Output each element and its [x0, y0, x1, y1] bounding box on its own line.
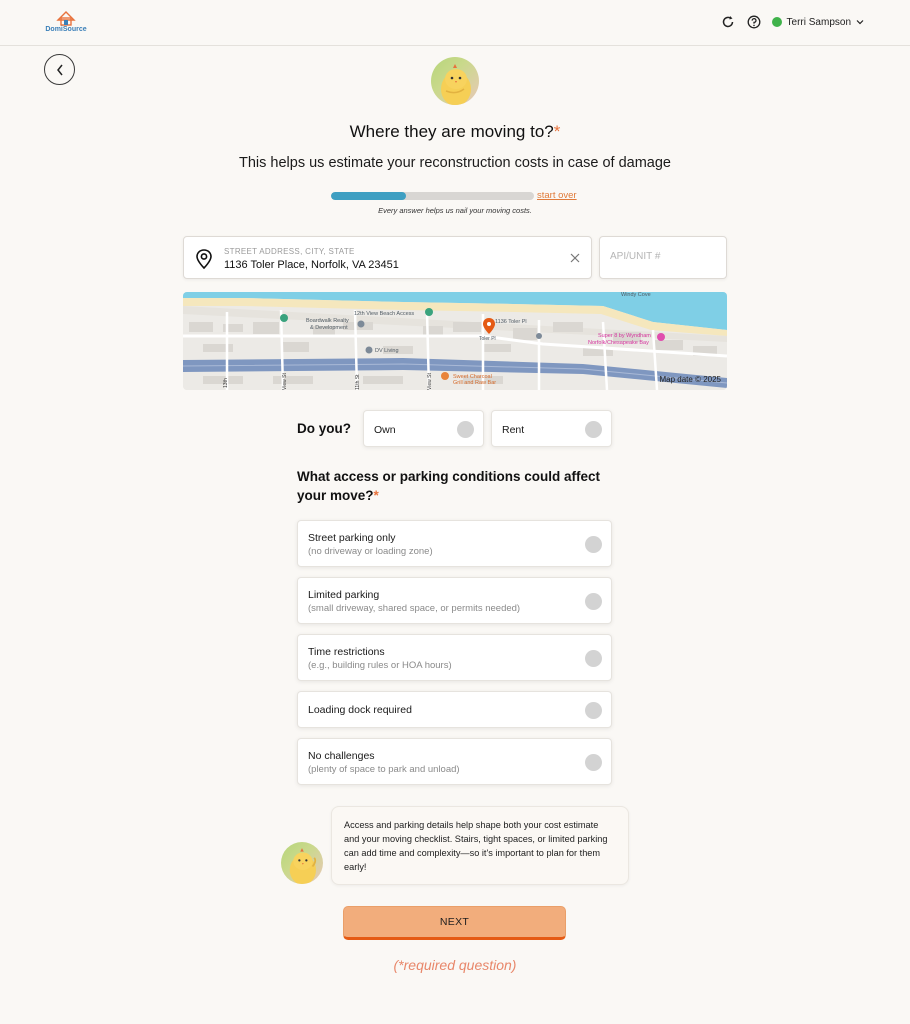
option-label: No challenges [308, 750, 375, 762]
chick-mascot-avatar [281, 842, 323, 884]
chevron-left-icon [55, 63, 65, 77]
top-bar [0, 0, 910, 46]
domisource-logo[interactable] [44, 8, 88, 38]
location-pin-icon [194, 248, 214, 270]
svg-text:11th St: 11th St [355, 374, 361, 390]
option-sublabel: (plenty of space to park and unload) [308, 764, 460, 775]
svg-text:1136 Toler Pl: 1136 Toler Pl [495, 319, 527, 325]
svg-text:Super 8 by Wyndham: Super 8 by Wyndham [598, 333, 651, 339]
unit-input[interactable] [610, 251, 718, 262]
svg-text:Toler Pl: Toler Pl [479, 336, 496, 342]
svg-text:12th View Beach Access: 12th View Beach Access [354, 311, 415, 317]
svg-text:13th: 13th [223, 378, 229, 388]
tip-bubble: Access and parking details help shape both your cost estimate and your moving checklist. Stairs, tight spaces, or limited parking can add time and complexity—so it's important to plan for them early! [331, 806, 629, 885]
option-label: Loading dock required [308, 704, 412, 716]
user-name: Terri Sampson [786, 16, 851, 28]
required-asterisk: * [373, 488, 379, 503]
option-radio[interactable] [585, 702, 602, 719]
chick-mascot-avatar [431, 57, 479, 105]
question-subtitle: This helps us estimate your reconstruction costs in case of damage [239, 155, 671, 171]
option-sublabel: (no driveway or loading zone) [308, 546, 433, 557]
rent-option[interactable] [491, 410, 612, 447]
option-sublabel: (e.g., building rules or HOA hours) [308, 660, 452, 671]
option-radio[interactable] [585, 593, 602, 610]
next-button[interactable]: NEXT [343, 906, 566, 940]
logo-wordmark: DomiSource [45, 26, 87, 33]
svg-text:View St: View St [427, 373, 433, 390]
option-radio[interactable] [585, 536, 602, 553]
option-limited-parking[interactable] [297, 577, 612, 624]
back-button[interactable] [44, 54, 75, 85]
own-option[interactable] [363, 410, 484, 447]
unit-field[interactable] [599, 236, 727, 279]
svg-text:& Development: & Development [310, 325, 348, 331]
svg-text:Norfolk/Chesapeake Bay: Norfolk/Chesapeake Bay [588, 340, 649, 346]
address-field[interactable] [183, 236, 592, 279]
required-note: (*required question) [393, 957, 517, 973]
progress-fill [331, 192, 406, 200]
svg-text:DV Living: DV Living [375, 348, 399, 354]
progress-bar [331, 192, 534, 200]
location-map[interactable] [183, 292, 727, 390]
start-over-link[interactable]: start over [537, 190, 577, 201]
svg-text:Grill and Raw Bar: Grill and Raw Bar [453, 380, 497, 386]
map-graphic [183, 292, 727, 390]
user-menu[interactable] [772, 17, 864, 28]
online-status-dot [772, 17, 782, 27]
required-asterisk: * [553, 122, 561, 141]
svg-text:Boardwalk Realty: Boardwalk Realty [306, 318, 349, 324]
address-input[interactable] [224, 259, 544, 271]
option-radio[interactable] [585, 754, 602, 771]
option-label: Street parking only [308, 532, 396, 544]
rent-label: Rent [502, 424, 525, 436]
own-label: Own [374, 424, 396, 436]
option-street-parking[interactable] [297, 520, 612, 567]
clear-icon[interactable] [569, 252, 581, 264]
option-label: Time restrictions [308, 646, 385, 658]
option-loading-dock[interactable] [297, 691, 612, 728]
house-logo-icon [44, 8, 88, 26]
own-radio[interactable] [457, 421, 474, 438]
option-sublabel: (small driveway, shared space, or permits needed) [308, 603, 521, 614]
svg-text:View St: View St [282, 373, 288, 390]
help-icon[interactable] [746, 14, 762, 30]
access-question: What access or parking conditions could affect your move?* [297, 469, 601, 503]
svg-text:Windy Cove: Windy Cove [621, 292, 651, 298]
svg-text:Sweet Charcoal: Sweet Charcoal [453, 374, 492, 380]
option-time-restrictions[interactable] [297, 634, 612, 681]
ownership-label: Do you? [297, 421, 351, 436]
progress-note: Every answer helps us nail your moving costs. [378, 206, 532, 215]
map-credit: Map date © 2025 [659, 375, 721, 384]
rent-radio[interactable] [585, 421, 602, 438]
option-label: Limited parking [308, 589, 380, 601]
refresh-icon[interactable] [720, 14, 736, 30]
question-title: Where they are moving to?* [349, 122, 561, 141]
option-no-challenges[interactable] [297, 738, 612, 785]
chevron-down-icon [856, 19, 864, 25]
address-label: STREET ADDRESS, CITY, STATE [224, 247, 355, 256]
option-radio[interactable] [585, 650, 602, 667]
